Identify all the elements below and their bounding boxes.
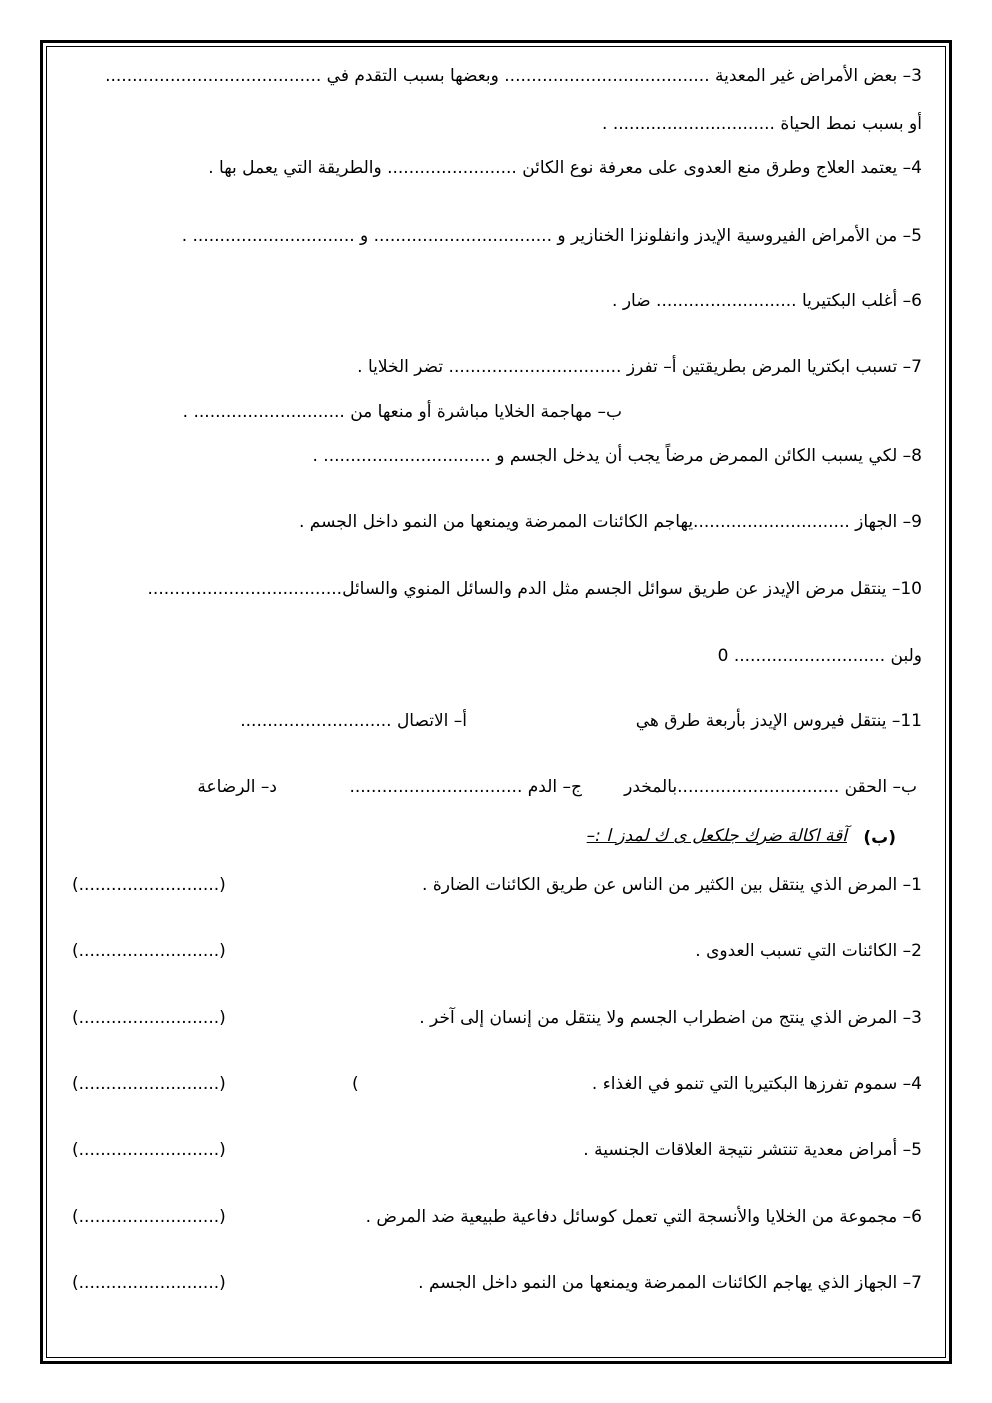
question-4: 4– يعتمد العلاج وطرق منع العدوى على معرفة نوع الكائن ........................ والطريقة التي يعمل بها .: [208, 158, 922, 178]
question-11-option-c: ج– الدم ................................: [349, 777, 582, 797]
part-b-item-6: 6– مجموعة من الخلايا والأنسجة التي تعمل كوسائل دفاعية طبيعية ضد المرض .: [365, 1207, 922, 1227]
question-3-line-2: أو بسبب نمط الحياة .............................. .: [602, 114, 922, 134]
question-11-option-b: ب– الحقن ..............................بالمخدر: [624, 777, 917, 797]
question-10-line-2: ولبن ............................ 0: [717, 646, 922, 666]
answer-blank-2[interactable]: (..........................): [72, 941, 226, 961]
part-b-label: (ب): [863, 828, 896, 848]
part-b-item-2: 2– الكائنات التي تسبب العدوى .: [695, 941, 922, 961]
answer-blank-4[interactable]: (..........................): [72, 1074, 226, 1094]
answer-blank-5[interactable]: (..........................): [72, 1140, 226, 1160]
question-9: 9– الجهاز .............................يهاجم الكائنات الممرضة ويمنعها من النمو داخل الجسم .: [299, 512, 922, 532]
question-11-line-1: 11– ينتقل فيروس الإيدز بأربعة طرق هي: [635, 711, 922, 731]
answer-blank-1[interactable]: (..........................): [72, 875, 226, 895]
question-6: 6– أغلب البكتيريا .......................... ضار .: [612, 291, 922, 311]
question-7-line-1: 7– تسبب ابكتريا المرض بطريقتين أ– تفرز ................................ تضر الخلايا .: [357, 357, 922, 377]
part-b-heading: آقة اكالة ضرك جلكعل ى ك لمدز ا :–: [586, 826, 847, 846]
question-5: 5– من الأمراض الفيروسية الإيدز وانفلونزا الخنازير و ................................. و .............................. .: [181, 226, 922, 246]
question-3-line-1: 3– بعض الأمراض غير المعدية ...................................... وبعضها بسبب التقدم في ........................................: [105, 66, 922, 86]
question-8: 8– لكي يسبب الكائن الممرض مرضاً يجب أن يدخل الجسم و ............................... .: [312, 446, 922, 466]
answer-blank-6[interactable]: (..........................): [72, 1207, 226, 1227]
part-b-item-5: 5– أمراض معدية تنتشر نتيجة العلاقات الجنسية .: [583, 1140, 922, 1160]
answer-blank-7[interactable]: (..........................): [72, 1273, 226, 1293]
answer-blank-3[interactable]: (..........................): [72, 1008, 226, 1028]
part-b-item-1: 1– المرض الذي ينتقل بين الكثير من الناس عن طريق الكائنات الضارة .: [422, 875, 922, 895]
question-10-line-1: 10– ينتقل مرض الإيدز عن طريق سوائل الجسم مثل الدم والسائل المنوي والسائل....................................: [147, 579, 922, 599]
open-paren-4: (: [352, 1074, 359, 1094]
part-b-item-4: 4– سموم تفرزها البكتيريا التي تنمو في الغذاء .: [591, 1074, 922, 1094]
part-b-item-7: 7– الجهاز الذي يهاجم الكائنات الممرضة ويمنعها من النمو داخل الجسم .: [418, 1273, 922, 1293]
part-b-item-3: 3– المرض الذي ينتج من اضطراب الجسم ولا ينتقل من إنسان إلى آخر .: [419, 1008, 922, 1028]
question-11-option-a: أ– الاتصال ............................: [240, 711, 467, 731]
question-11-option-d: د– الرضاعة: [197, 777, 277, 797]
question-7-line-2: ب– مهاجمة الخلايا مباشرة أو منعها من ............................ .: [182, 402, 622, 422]
